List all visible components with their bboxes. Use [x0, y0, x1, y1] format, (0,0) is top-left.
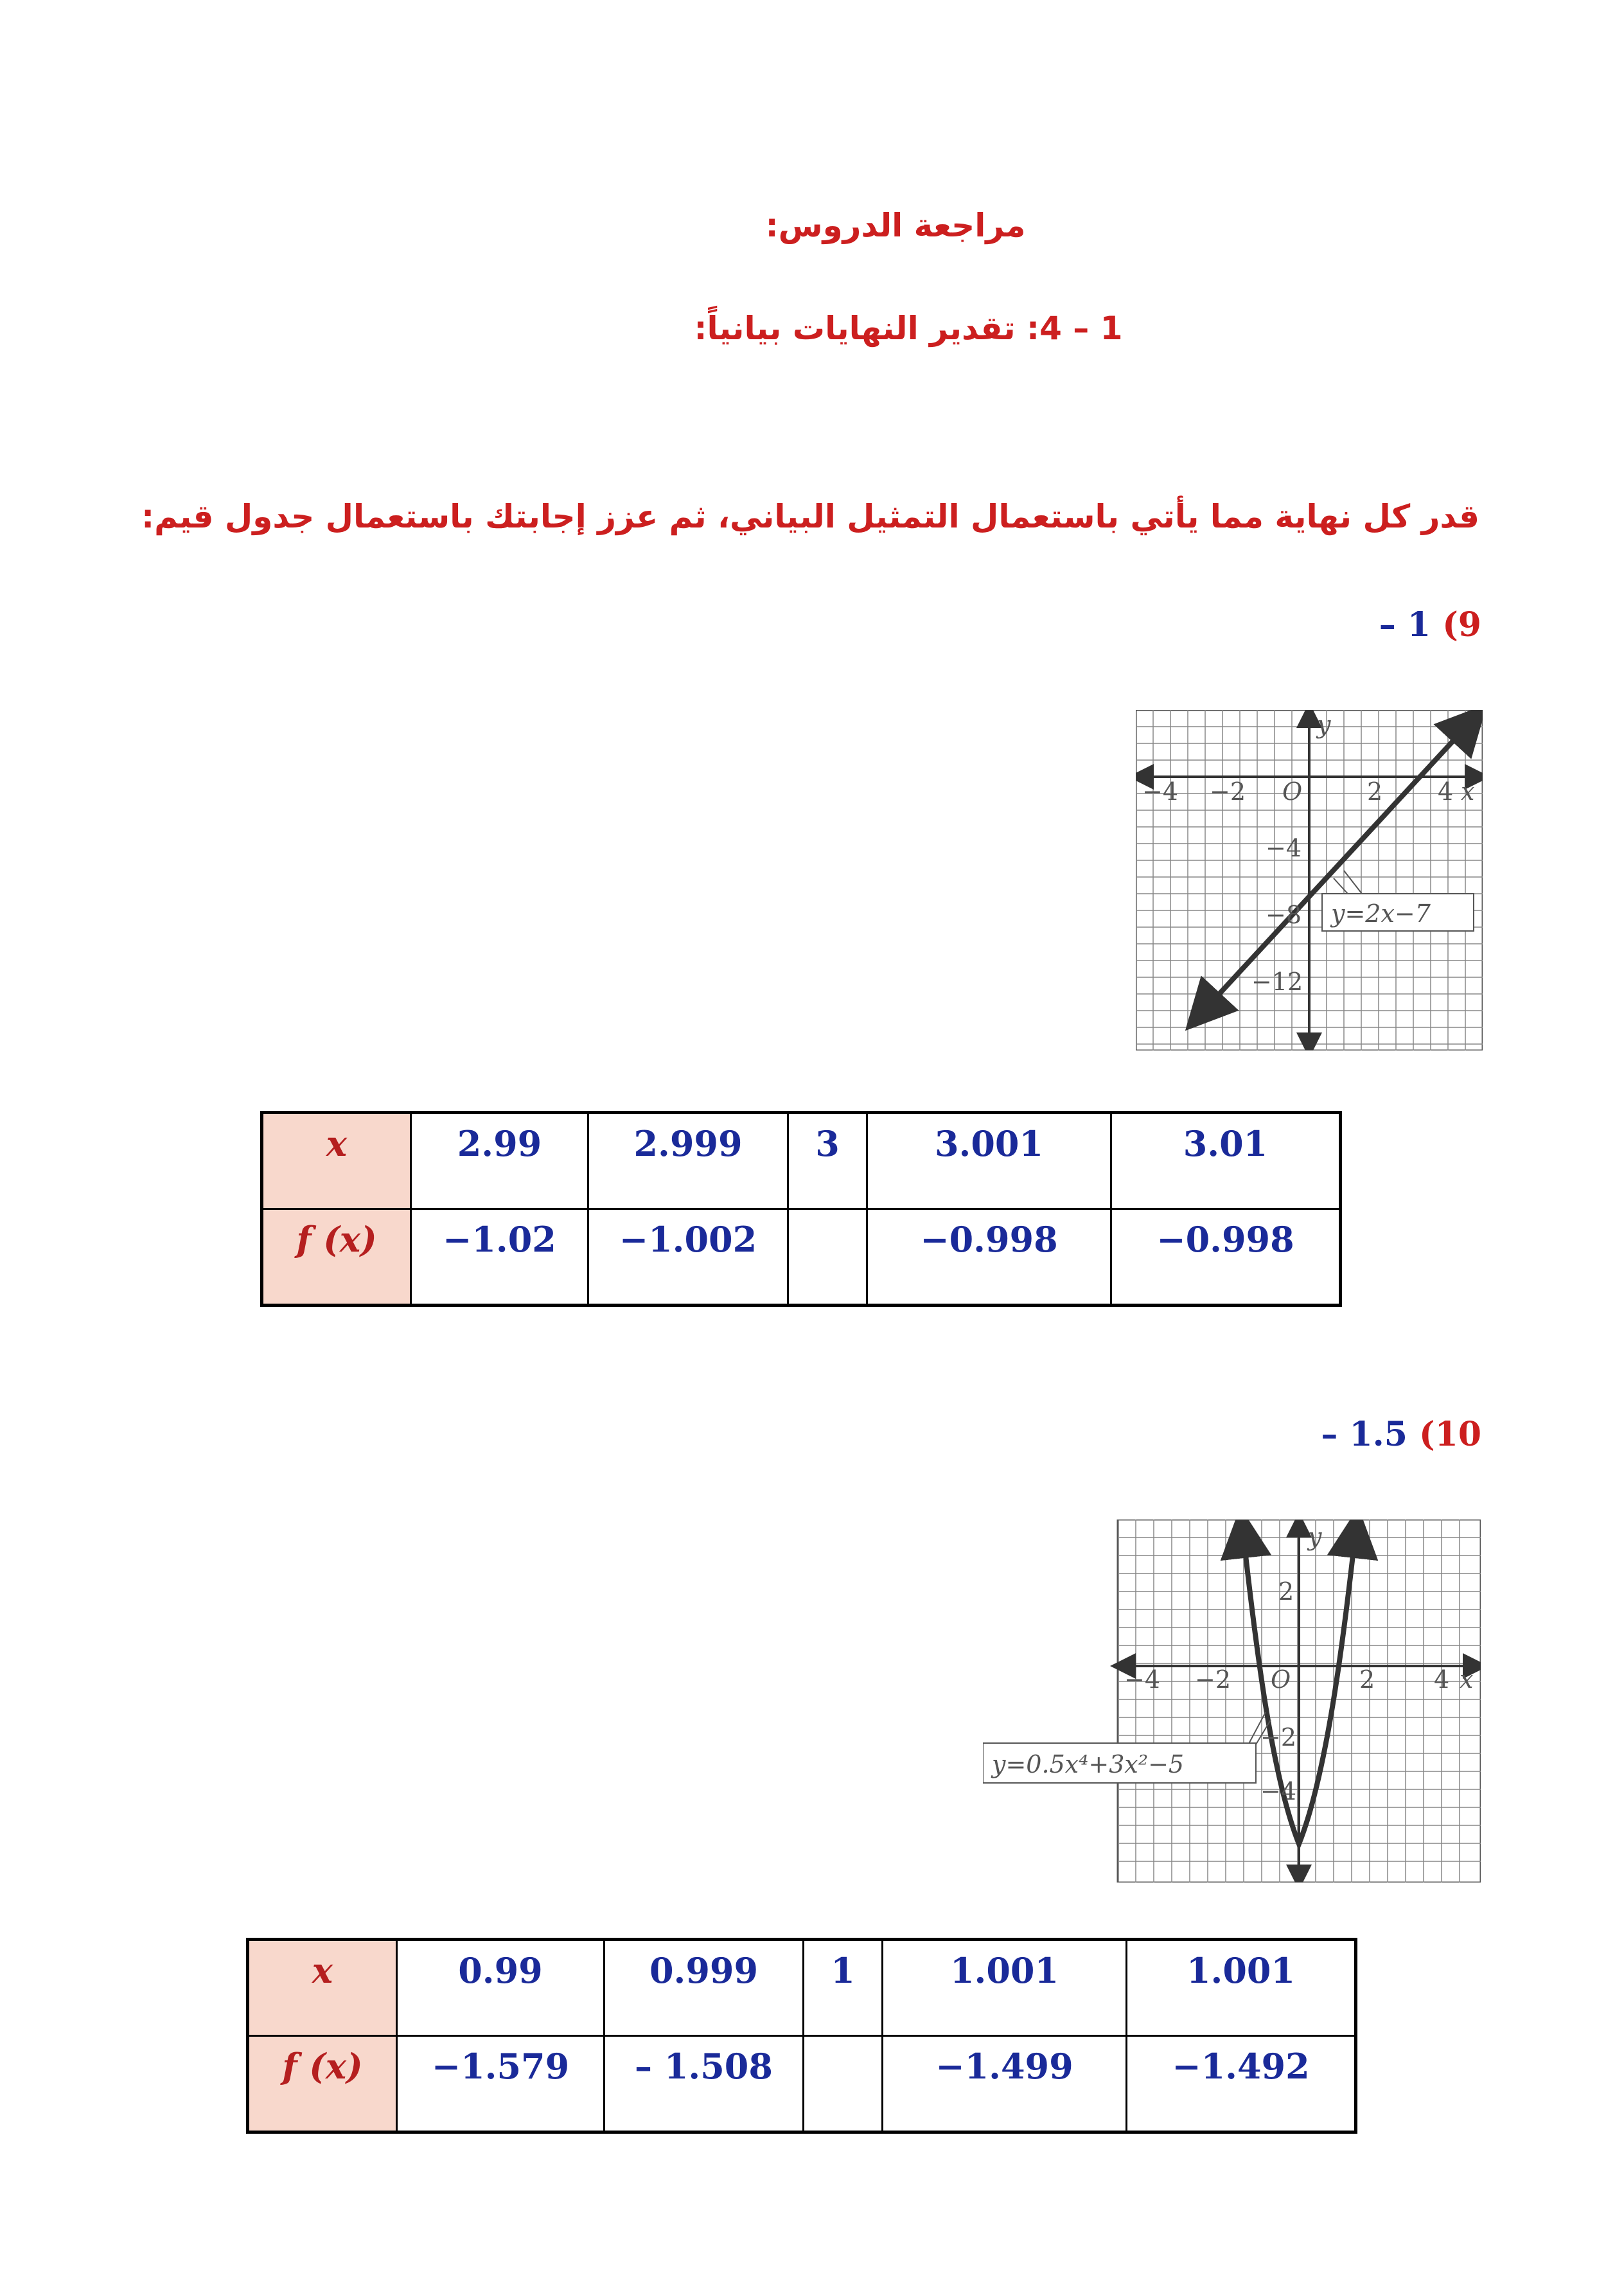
value-table-problem-10 — [246, 1938, 1357, 2134]
problem-9-number: (9 — [1442, 605, 1481, 644]
graph-9-x-axis-label: x — [1461, 777, 1475, 806]
table-cell — [804, 2036, 883, 2132]
graph-10-x-tick: 2 — [1359, 1665, 1375, 1694]
table-cell: 0.99 — [397, 1940, 605, 2036]
problem-10-number: (10 — [1419, 1415, 1481, 1454]
graph-9-x-tick: −4 — [1142, 777, 1179, 806]
graph-10-origin-label: O — [1271, 1665, 1291, 1694]
table-cell: – 1.508 — [605, 2036, 804, 2132]
table-cell: 3 — [788, 1113, 867, 1209]
graph-10-y-tick: −2 — [1260, 1723, 1297, 1751]
graph-9-x-tick: 4 — [1438, 777, 1454, 806]
table-cell: 1.001 — [1127, 1940, 1356, 2036]
graph-9-equation-label: y=2x−7 — [1331, 899, 1431, 928]
table-cell: 0.999 — [605, 1940, 804, 2036]
table-cell: 1.001 — [883, 1940, 1127, 2036]
graph-10-y-tick: 2 — [1278, 1577, 1294, 1606]
problem-10-heading — [1321, 1415, 1481, 1454]
problem-9-heading — [1379, 605, 1481, 644]
graph-9-x-tick: −2 — [1210, 777, 1246, 806]
graph-10-x-tick: −4 — [1124, 1665, 1161, 1694]
table-cell: −1.579 — [397, 2036, 605, 2132]
table-f-label: f (x) — [262, 1209, 411, 1306]
table-cell: 2.99 — [411, 1113, 588, 1209]
table-row — [248, 2036, 1356, 2132]
graph-10-x-tick: −2 — [1195, 1665, 1231, 1694]
table-cell: −1.492 — [1127, 2036, 1356, 2132]
graph-9-y-tick: −4 — [1266, 834, 1302, 862]
value-table-problem-9 — [260, 1111, 1342, 1307]
table-cell: −1.002 — [588, 1209, 788, 1306]
graph-9-y-tick: −8 — [1266, 901, 1302, 929]
lesson-title: 1 – 4: تقدير النهايات بيانياً: — [694, 310, 1123, 347]
table-row — [262, 1209, 1341, 1306]
instruction-text: قدر كل نهاية مما يأتي باستعمال التمثيل البياني، ثم عزز إجابتك باستعمال جدول قيم: — [141, 498, 1479, 535]
table-row — [262, 1113, 1341, 1209]
table-cell: 2.999 — [588, 1113, 788, 1209]
table-x-label: x — [248, 1940, 397, 2036]
graph-10-equation-label: y=0.5x⁴+3x²−5 — [992, 1750, 1185, 1778]
graph-problem-9 — [1136, 710, 1483, 1050]
problem-9-answer: – 1 — [1379, 605, 1431, 644]
table-x-label: x — [262, 1113, 411, 1209]
table-cell: −1.02 — [411, 1209, 588, 1306]
problem-10-answer: – 1.5 — [1321, 1415, 1408, 1454]
graph-9-x-tick: 2 — [1367, 777, 1383, 806]
graph-10-x-axis-label: x — [1460, 1665, 1474, 1694]
table-cell — [788, 1209, 867, 1306]
graph-9-y-tick: −12 — [1251, 968, 1303, 996]
table-cell: −0.998 — [867, 1209, 1111, 1306]
table-cell: 3.001 — [867, 1113, 1111, 1209]
table-cell: 3.01 — [1111, 1113, 1341, 1209]
graph-10-y-axis-label: y — [1308, 1523, 1322, 1551]
table-cell: −1.499 — [883, 2036, 1127, 2132]
graph-10-x-tick: 4 — [1434, 1665, 1450, 1694]
table-f-label: f (x) — [248, 2036, 397, 2132]
table-cell: −0.998 — [1111, 1209, 1341, 1306]
table-row — [248, 1940, 1356, 2036]
graph-10-y-tick: −4 — [1260, 1777, 1297, 1805]
graph-9-y-axis-label: y — [1317, 711, 1331, 739]
review-title: مراجعة الدروس: — [765, 207, 1026, 244]
table-cell: 1 — [804, 1940, 883, 2036]
graph-9-origin-label: O — [1282, 777, 1303, 806]
graph-problem-10 — [983, 1520, 1481, 1883]
